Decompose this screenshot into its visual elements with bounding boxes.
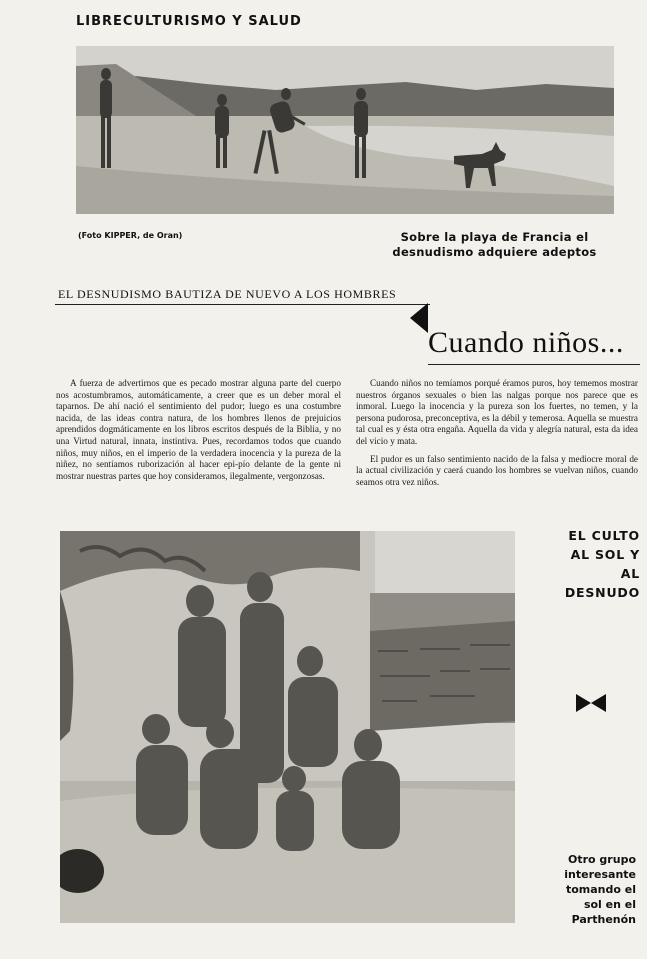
- paragraph: A fuerza de advertirnos que es pecado mostrar alguna parte del cuerpo nos acostumbramos, automáticamente, a creer que es un deber moral el taparnos. De ahí nació el sentimiento del pudor; luego es una costumbre nacida, de las ideas contra natura, de los hombres llenos de prejuicios aprendidos dogmáticamente en los libros escritos después de la Biblia, y no una Virtud natural, innata, instintiva. Pues, recordamos todos que cuando niños, muy niños, en el imperio de la verdadera inocencia y la pureza de la niñez, no sentíamos ruborización al hacer epi-pío delante de la gente ni mostrar nuestras partes que hoy consideramos, ilegalmente, vergonzosas.: [56, 378, 341, 481]
- side-title-line: AL SOL Y: [570, 547, 640, 562]
- side-title-line: AL: [620, 566, 640, 581]
- side-title-line: EL CULTO: [568, 528, 640, 543]
- caption-line: sol en el: [583, 898, 636, 911]
- article-headline: Cuando niños...: [428, 326, 624, 359]
- paragraph: Cuando niños no temíamos porqué éramos puros, hoy tememos mostrar nuestros órganos sexuales o bien las nalgas porque nos parece que es inmoral. Luego la inocencia y la pureza son los fuertes, no temen, y la persona pudorosa, preconceptiva, es la débil y temerosa. Aquella se muestra tal cual es y ésta otra engaña. Aquella da vida y alegría natural, esta da idea del vicio y mata.: [356, 378, 638, 446]
- article-kicker: EL DESNUDISMO BAUTIZA DE NUEVO A LOS HOMBRES: [58, 287, 397, 301]
- section-title: LIBRECULTURISMO Y SALUD: [76, 14, 302, 29]
- article-left-column: [56, 378, 341, 488]
- caption-line: Sobre la playa de Francia el: [400, 230, 589, 244]
- side-title: [520, 526, 640, 602]
- caption-line: desnudismo adquiere adeptos: [392, 245, 597, 259]
- caption-line: tomando el: [565, 883, 636, 896]
- left-triangle-icon: [410, 303, 428, 338]
- article-right-column: [356, 378, 638, 494]
- side-title-line: DESNUDO: [564, 585, 640, 600]
- caption-line: Parthenón: [571, 913, 636, 926]
- group-photo-caption: [540, 852, 636, 927]
- headline-rule: [428, 364, 640, 365]
- kicker-rule: [55, 304, 430, 305]
- beach-photo-caption: [372, 230, 617, 260]
- paragraph: El pudor es un falso sentimiento nacido de la falsa y mediocre moral de la actual civilización y caerá cuando los hombres se vuelvan niños, cuando seamos otra vez niños.: [356, 453, 638, 487]
- bowtie-ornament-icon: [576, 694, 606, 717]
- caption-line: interesante: [564, 868, 636, 881]
- group-photo: [60, 531, 515, 923]
- photo-credit: (Foto KIPPER, de Oran): [78, 231, 183, 240]
- beach-photo: [76, 46, 614, 214]
- caption-line: Otro grupo: [568, 853, 636, 866]
